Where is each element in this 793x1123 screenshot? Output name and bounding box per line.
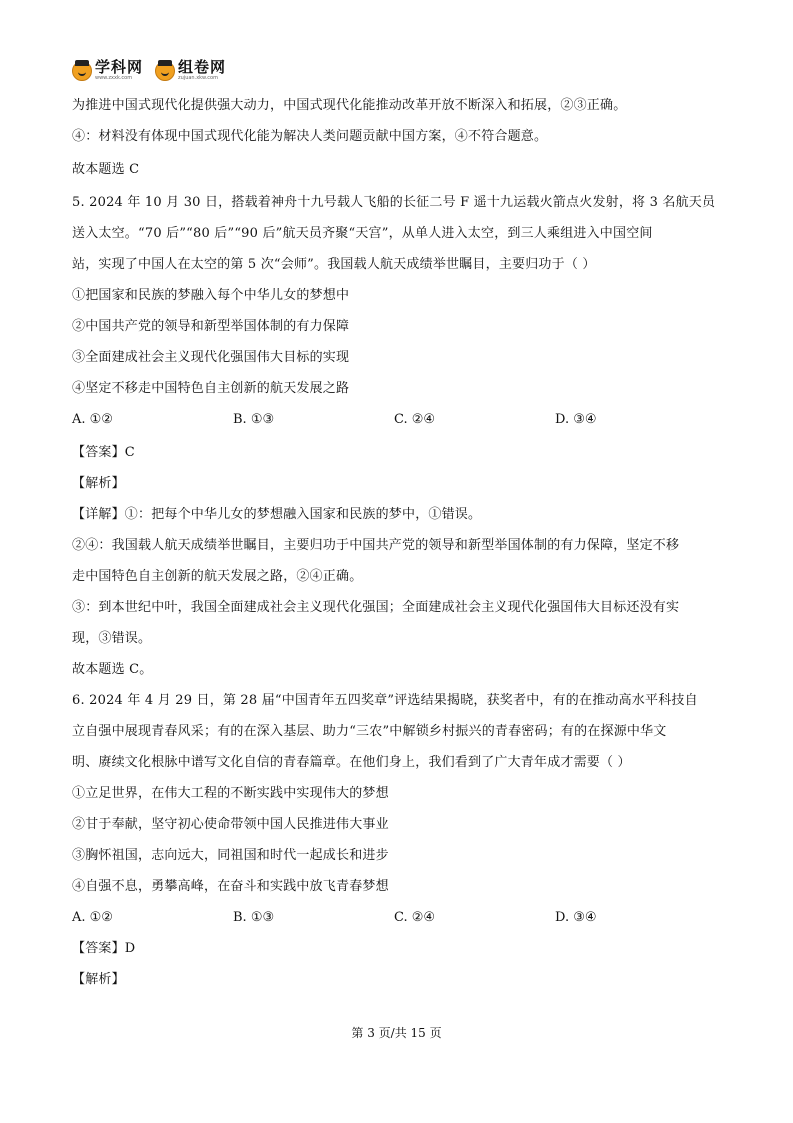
question-5-stem: 送入太空。“70 后”“80 后”“90 后”航天员齐聚“天宫”，从单人进入太空，到三人乘组进入中国空间	[72, 226, 653, 241]
statement-option: ②中国共产党的领导和新型举国体制的有力保障	[72, 319, 350, 334]
explanation-line: ③：到本世纪中叶，我国全面建成社会主义现代化强国；全面建成社会主义现代化强国伟大目标还没有实	[72, 600, 680, 615]
explanation-line: 故本题选 C。	[72, 662, 153, 677]
text-line: 故本题选 C	[72, 162, 140, 177]
choice-d: D. ③④	[555, 412, 597, 427]
statement-option: ①立足世界，在伟大工程的不断实践中实现伟大的梦想	[72, 786, 389, 801]
logo-name: 学科网	[95, 58, 144, 76]
statement-option: ①把国家和民族的梦融入每个中华儿女的梦想中	[72, 288, 350, 303]
analysis-label: 【解析】	[72, 972, 125, 987]
statement-option: ③全面建成社会主义现代化强国伟大目标的实现	[72, 350, 350, 365]
mascot-icon	[155, 61, 175, 81]
question-5-stem: 5. 2024 年 10 月 30 日，搭载着神舟十九号载人飞船的长征二号 F 遥十九运载火箭点火发射，将 3 名航天员	[72, 195, 716, 210]
logo-url: zujuan.xkw.com	[178, 75, 218, 81]
logo-name: 组卷网	[178, 58, 227, 76]
question-5-choices	[72, 404, 724, 435]
explanation-line: 走中国特色自主创新的航天发展之路，②④正确。	[72, 569, 363, 584]
statement-option: ④自强不息，勇攀高峰，在奋斗和实践中放飞青春梦想	[72, 879, 389, 894]
explanation-line: 现，③错误。	[72, 631, 152, 646]
zujuanwang-logo	[155, 60, 226, 81]
answer-label: 【答案】D	[72, 941, 136, 956]
choice-c: C. ②④	[394, 910, 436, 925]
choice-a: A. ①②	[72, 412, 113, 427]
text-line: ④：材料没有体现中国式现代化能为解决人类问题贡献中国方案，④不符合题意。	[72, 129, 548, 144]
answer-label: 【答案】C	[72, 445, 135, 460]
mascot-icon	[72, 61, 92, 81]
text-line: 为推进中国式现代化提供强大动力，中国式现代化能推动改革开放不断深入和拓展，②③正确。	[72, 98, 627, 113]
question-6-stem: 6. 2024 年 4 月 29 日，第 28 届“中国青年五四奖章”评选结果揭晓，获奖者中，有的在推动高水平科技自	[72, 693, 698, 708]
choice-a: A. ①②	[72, 910, 113, 925]
choice-c: C. ②④	[394, 412, 436, 427]
page-number: 第 3 页/共 15 页	[351, 1026, 442, 1040]
analysis-label: 【解析】	[72, 476, 125, 491]
page-header	[72, 60, 238, 81]
choice-b: B. ①③	[233, 910, 275, 925]
choice-d: D. ③④	[555, 910, 597, 925]
choice-b: B. ①③	[233, 412, 275, 427]
question-6-stem: 立自强中展现青春风采；有的在深入基层、助力“三农”中解锁乡村振兴的青春密码；有的在探源中华文	[72, 724, 667, 739]
document-body	[72, 90, 724, 995]
logo-url: www.zxxk.com	[95, 75, 133, 81]
statement-option: ④坚定不移走中国特色自主创新的航天发展之路	[72, 381, 350, 396]
question-6-stem: 明、赓续文化根脉中谱写文化自信的青春篇章。在他们身上，我们看到了广大青年成才需要（ ）	[72, 755, 631, 770]
question-6-choices	[72, 902, 724, 933]
xuekewang-logo	[72, 60, 143, 81]
explanation-line: ②④：我国载人航天成绩举世瞩目，主要归功于中国共产党的领导和新型举国体制的有力保障，坚定不移	[72, 538, 680, 553]
question-5-stem: 站，实现了中国人在太空的第 5 次“会师”。我国载人航天成绩举世瞩目，主要归功于（ ）	[72, 257, 596, 272]
explanation-line: 【详解】①：把每个中华儿女的梦想融入国家和民族的梦中，①错误。	[72, 507, 482, 522]
statement-option: ②甘于奉献，坚守初心使命带领中国人民推进伟大事业	[72, 817, 389, 832]
statement-option: ③胸怀祖国，志向远大，同祖国和时代一起成长和进步	[72, 848, 389, 863]
